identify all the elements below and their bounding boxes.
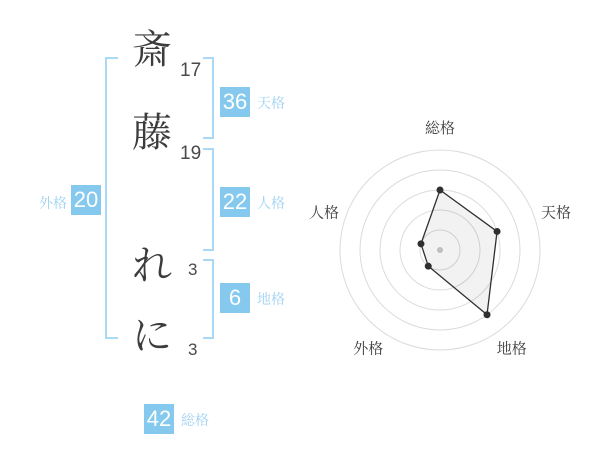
radar-axis-label: 外格 <box>353 340 384 358</box>
surname-char-1-strokes: 17 <box>180 60 202 81</box>
surname-char-1: 斎 <box>132 28 172 72</box>
chikaku-label: 地格 <box>257 291 285 307</box>
given-char-1: れ <box>132 244 172 288</box>
gaikaku-label: 外格 <box>39 195 67 211</box>
radar-point <box>425 263 432 270</box>
tenkaku-label: 天格 <box>257 95 285 111</box>
tenkaku-value-box: 36 <box>220 87 250 117</box>
radar-chart <box>290 95 590 395</box>
tenkaku-bracket <box>203 57 214 139</box>
soukaku-label: 総格 <box>181 412 209 428</box>
jinkaku-label: 人格 <box>257 195 285 211</box>
radar-polygon <box>421 190 497 315</box>
gaikaku-value-box: 20 <box>71 185 101 215</box>
radar-axis-label: 地格 <box>496 340 527 358</box>
radar-point <box>494 228 501 235</box>
jinkaku-bracket <box>203 148 214 251</box>
surname-char-2-strokes: 19 <box>180 143 202 164</box>
given-char-2-strokes: 3 <box>188 340 198 359</box>
radar-axis-label: 人格 <box>308 204 339 222</box>
gaikaku-bracket <box>105 57 118 339</box>
soukaku-value-box: 42 <box>144 404 174 434</box>
given-char-2: に <box>132 314 172 358</box>
radar-axis-label: 天格 <box>541 204 572 222</box>
radar-point <box>417 240 424 247</box>
radar-point <box>484 311 491 318</box>
chikaku-bracket <box>203 259 214 339</box>
jinkaku-value-box: 22 <box>220 187 250 217</box>
chikaku-value-box: 6 <box>220 283 250 313</box>
given-char-1-strokes: 3 <box>188 260 198 279</box>
radar-axis-label: 総格 <box>424 120 456 137</box>
surname-char-2: 藤 <box>132 111 172 155</box>
radar-point <box>437 187 444 194</box>
